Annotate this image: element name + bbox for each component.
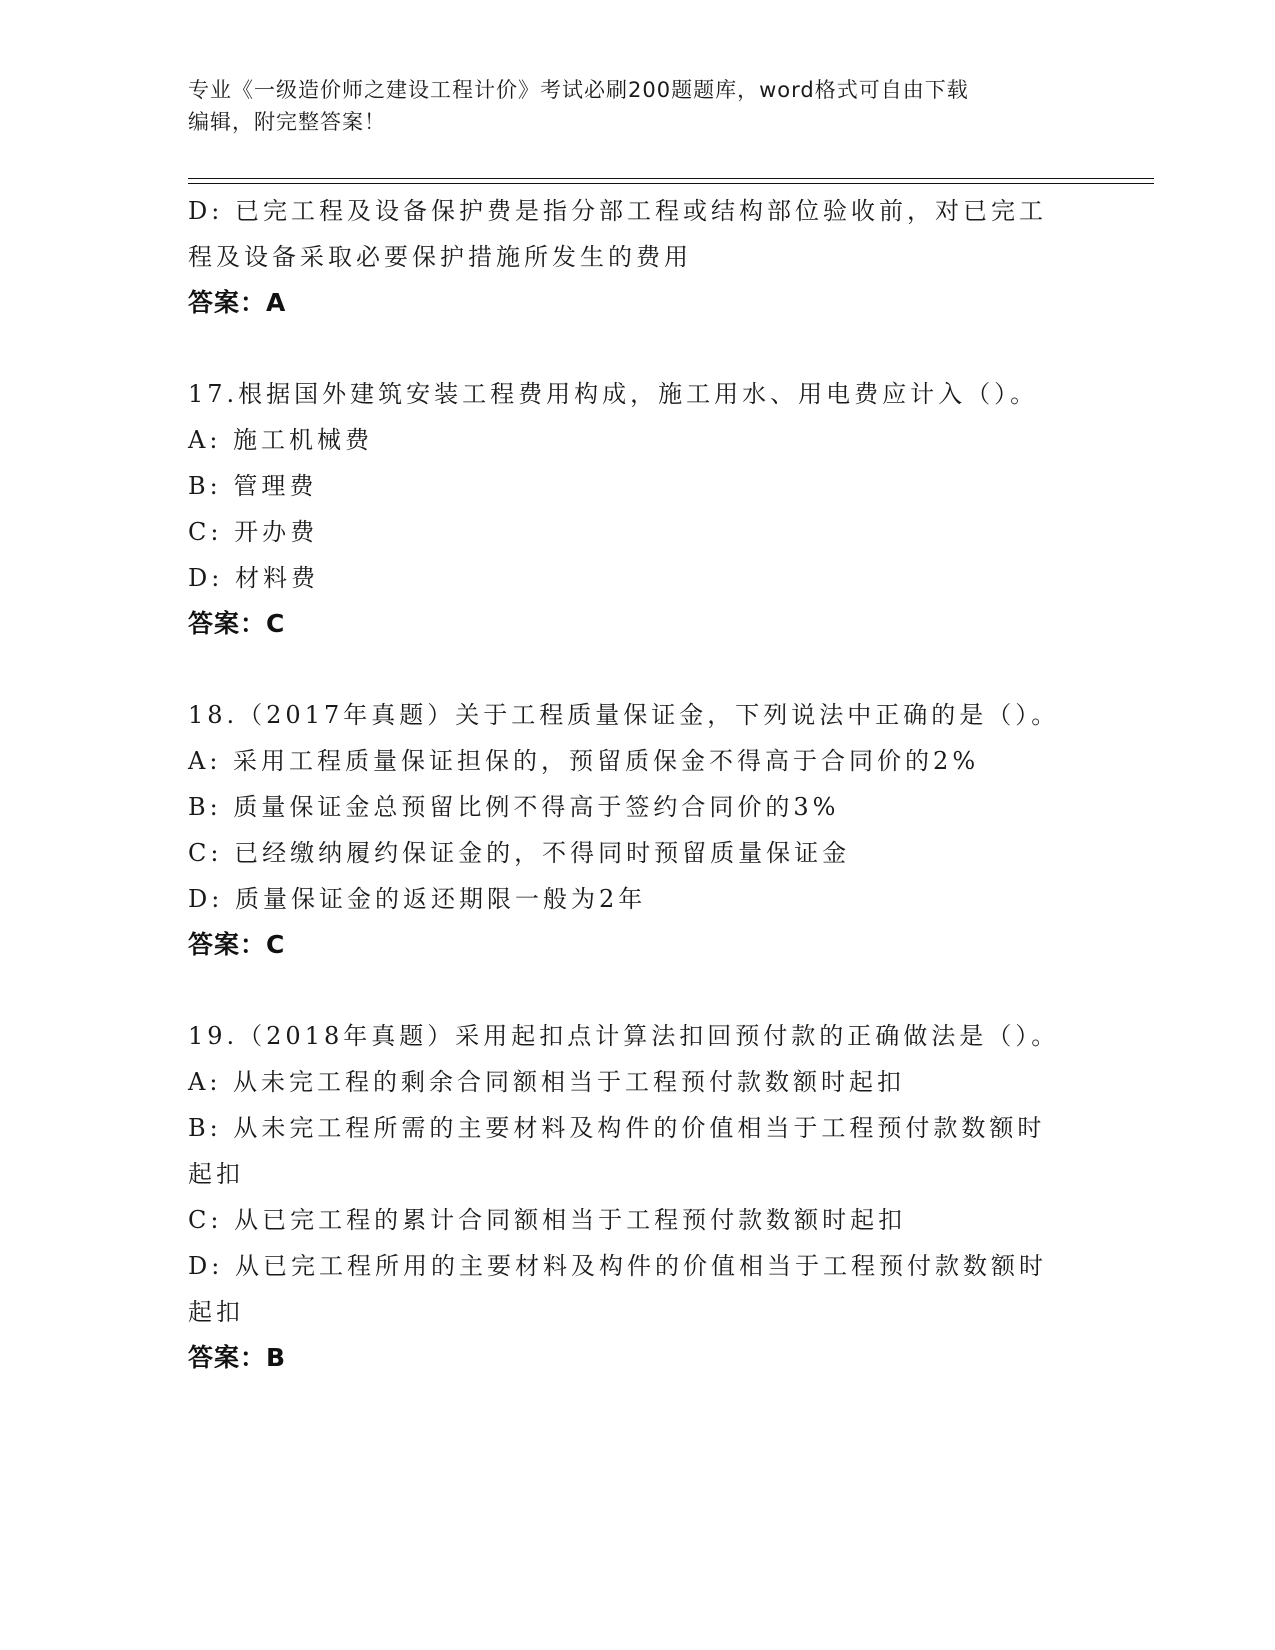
header-line-1: 专业《一级造价师之建设工程计价》考试必刷200题题库，word格式可自由下载 <box>188 78 969 102</box>
question-18-block <box>188 692 1088 968</box>
q19-option-b-line1: B: 从未完工程所需的主要材料及构件的价值相当于工程预付款数额时 <box>188 1114 1046 1142</box>
q17-answer: 答案：C <box>188 609 286 638</box>
q17-option-a: A: 施工机械费 <box>188 426 374 454</box>
q18-option-d: D: 质量保证金的返还期限一般为2年 <box>188 885 647 913</box>
q16-option-d-line2: 程及设备采取必要保护措施所发生的费用 <box>188 243 692 271</box>
spacer <box>188 968 1088 1013</box>
question-19-block <box>188 1013 1088 1381</box>
header-divider-top <box>188 178 1154 179</box>
question-content <box>188 188 1088 1381</box>
document-header <box>188 74 1068 138</box>
header-line-2: 编辑，附完整答案！ <box>188 110 386 134</box>
q19-stem: 19.（2018年真题）采用起扣点计算法扣回预付款的正确做法是（）。 <box>188 1022 1060 1050</box>
question-17-block <box>188 371 1088 647</box>
q16-option-d-line1: D: 已完工程及设备保护费是指分部工程或结构部位验收前，对已完工 <box>188 197 1047 225</box>
spacer <box>188 326 1088 371</box>
header-divider-bottom <box>188 183 1154 184</box>
q19-answer: 答案：B <box>188 1343 287 1372</box>
q19-option-c: C: 从已完工程的累计合同额相当于工程预付款数额时起扣 <box>188 1206 907 1234</box>
q19-option-b-line2: 起扣 <box>188 1160 244 1188</box>
q18-stem: 18.（2017年真题）关于工程质量保证金，下列说法中正确的是（）。 <box>188 701 1060 729</box>
q18-answer: 答案：C <box>188 930 286 959</box>
q17-stem: 17.根据国外建筑安装工程费用构成，施工用水、用电费应计入（）。 <box>188 380 1039 408</box>
q17-option-c: C: 开办费 <box>188 518 319 546</box>
q17-option-d: D: 材料费 <box>188 564 319 592</box>
q19-option-d-line1: D: 从已完工程所用的主要材料及构件的价值相当于工程预付款数额时 <box>188 1252 1047 1280</box>
question-16-block <box>188 188 1088 326</box>
q19-option-a: A: 从未完工程的剩余合同额相当于工程预付款数额时起扣 <box>188 1068 906 1096</box>
q18-option-b: B: 质量保证金总预留比例不得高于签约合同价的3% <box>188 793 840 821</box>
q18-option-a: A: 采用工程质量保证担保的，预留质保金不得高于合同价的2% <box>188 747 980 775</box>
q18-option-c: C: 已经缴纳履约保证金的，不得同时预留质量保证金 <box>188 839 851 867</box>
spacer <box>188 647 1088 692</box>
q16-answer: 答案：A <box>188 288 287 317</box>
q19-option-d-line2: 起扣 <box>188 1298 244 1326</box>
q17-option-b: B: 管理费 <box>188 472 318 500</box>
